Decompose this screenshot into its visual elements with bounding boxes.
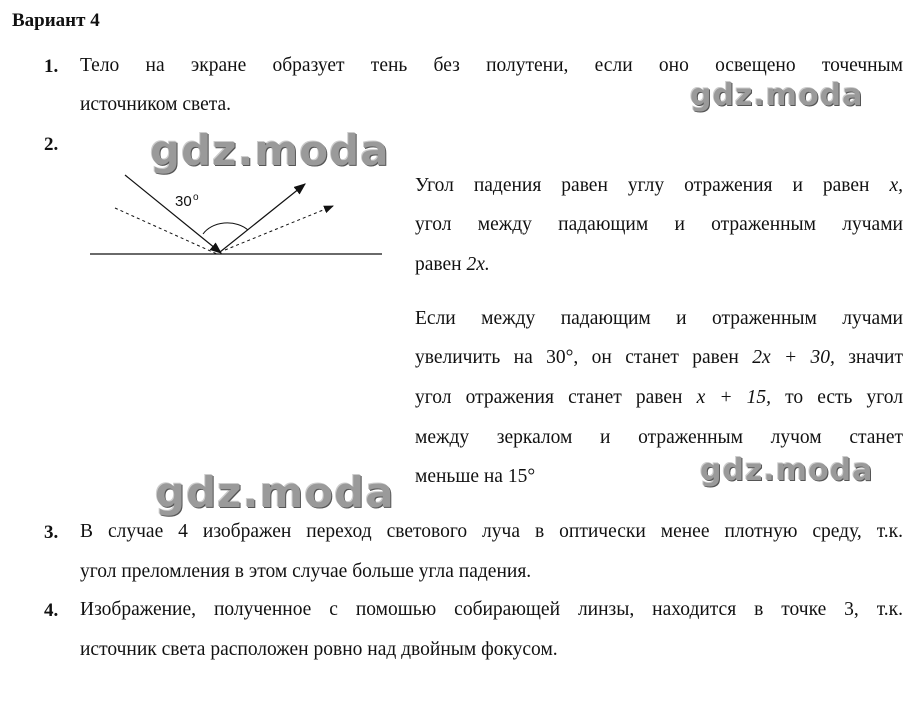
watermark-2: gdz.moda [150, 126, 390, 175]
item-2-number: 2. [44, 134, 59, 155]
item-4-line-2: источник света расположен ровно над двойным фокусом. [80, 639, 558, 660]
page-title: Вариант 4 [12, 10, 100, 31]
incident-ray [125, 175, 221, 253]
angle-arc [203, 223, 248, 234]
reflection-diagram [85, 170, 385, 270]
item-2-para1-line-2: угол между падающим и отраженным лучами [415, 214, 903, 235]
item-2-para1-line-1: Угол падения равен углу отражения и равен x, [415, 175, 904, 196]
item-4-line-1: Изображение, полученное с помошью собирающей линзы, находится в точке 3, т.к. [80, 599, 903, 620]
item-3-line-2: угол преломления в этом случае больше угла падения. [80, 561, 532, 582]
watermark-4: gdz.moda [700, 453, 874, 488]
item-2-para2-line-3: угол отражения станет равен x + 15, то есть угол [415, 387, 903, 408]
item-2-para2-line-5: меньше на 15° [415, 466, 536, 487]
angle-label: 30 [175, 193, 192, 210]
reflected-ray-dashed [225, 206, 333, 250]
reflected-ray [220, 184, 305, 252]
item-2-para2-line-1: Если между падающим и отраженным лучами [415, 308, 903, 329]
item-1-line-2: источником света. [80, 94, 232, 115]
item-1-line-1: Тело на экране образует тень без полутени, если оно освещено точечным [80, 55, 903, 76]
item-3-number: 3. [44, 522, 59, 543]
item-4-number: 4. [44, 600, 59, 621]
item-1-number: 1. [44, 56, 59, 77]
watermark-3: gdz.moda [155, 468, 395, 517]
item-2-para1-line-3: равен 2x. [415, 254, 490, 275]
item-3-line-1: В случае 4 изображен переход светового луча в оптически менее плотную среду, т.к. [80, 521, 903, 542]
item-2-para2-line-2: увеличить на 30°, он станет равен 2x + 30, значит [415, 347, 903, 368]
watermark-1: gdz.moda [690, 78, 864, 113]
degree-mark: o [193, 192, 199, 203]
incident-ray-dashed [115, 208, 217, 254]
item-2-para2-line-4: между зеркалом и отраженным лучом станет [415, 427, 903, 448]
